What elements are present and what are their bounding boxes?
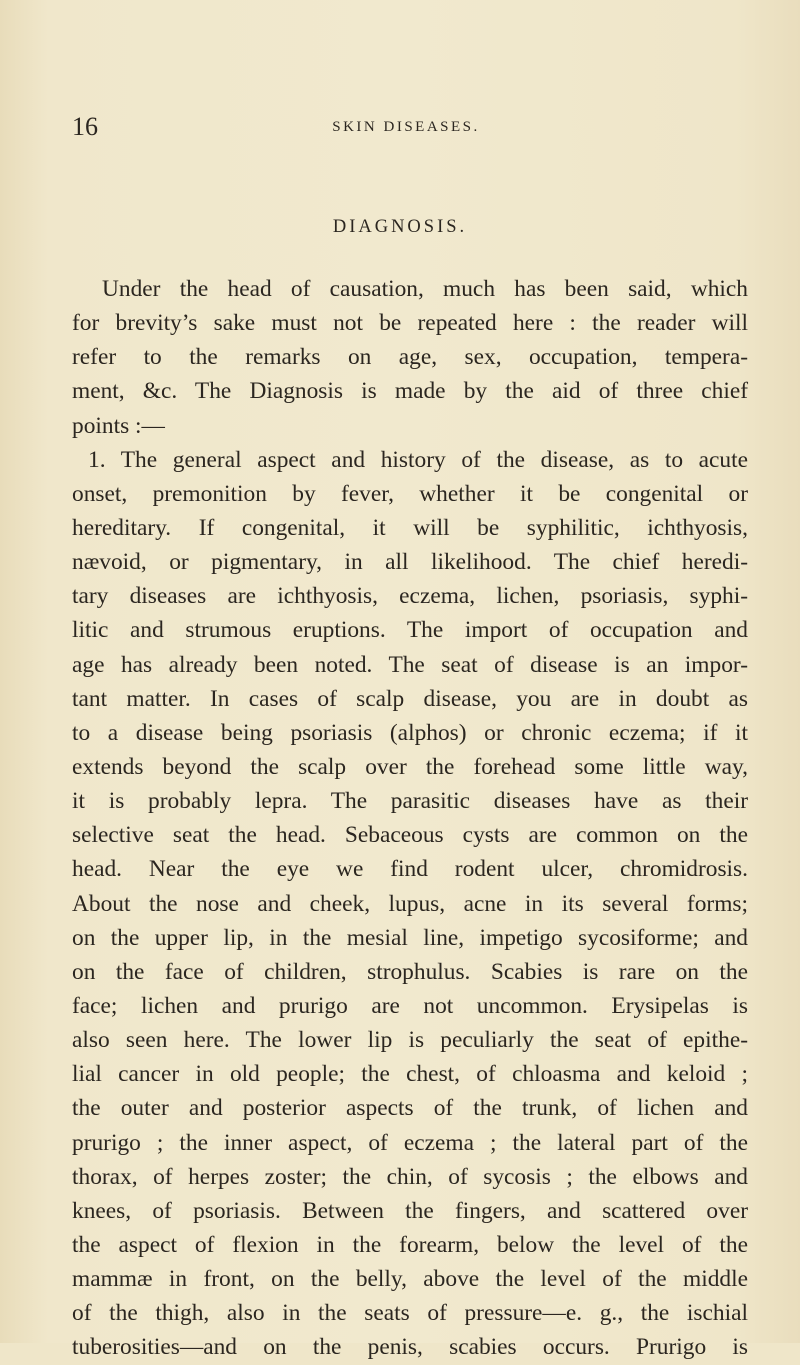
section-heading: DIAGNOSIS.	[332, 217, 468, 237]
text-line: to a disease being psoriasis (alphos) or chronic eczema; if it	[72, 719, 748, 746]
text-line: selective seat the head. Sebaceous cysts are common on the	[72, 822, 748, 849]
text-line: lial cancer in old people; the chest, of chloasma and keloid ;	[72, 1061, 748, 1088]
text-line: of the thigh, also in the seats of pressure—e. g., the ischial	[72, 1300, 748, 1327]
running-head	[72, 112, 740, 142]
text-line: nævoid, or pigmentary, in all likelihood. The chief heredi-	[72, 549, 748, 576]
text-line: the outer and posterior aspects of the trunk, of lichen and	[72, 1095, 748, 1122]
text-line: tary diseases are ichthyosis, eczema, lichen, psoriasis, syphi-	[72, 583, 748, 610]
text-line: litic and strumous eruptions. The import of occupation and	[72, 617, 748, 644]
text-line: prurigo ; the inner aspect, of eczema ; the lateral part of the	[72, 1129, 748, 1156]
text-line: the aspect of flexion in the forearm, below the level of the	[72, 1231, 748, 1258]
text-line: tuberosities—and on the penis, scabies occurs. Prurigo is	[72, 1334, 748, 1361]
text-line: refer to the remarks on age, sex, occupation, tempera-	[72, 344, 748, 371]
text-line: thorax, of herpes zoster; the chin, of sycosis ; the elbows and	[72, 1163, 748, 1190]
text-line: age has already been noted. The seat of disease is an impor-	[72, 651, 748, 678]
text-line: ment, &c. The Diagnosis is made by the aid of three chief	[72, 378, 748, 405]
text-line: on the upper lip, in the mesial line, impetigo sycosiforme; and	[72, 924, 748, 951]
text-line: also seen here. The lower lip is peculiarly the seat of epithe-	[72, 1027, 748, 1054]
text-line: mammæ in front, on the belly, above the level of the middle	[72, 1266, 748, 1293]
text-line: points :—	[72, 412, 165, 439]
text-line: About the nose and cheek, lupus, acne in its several forms;	[72, 890, 748, 917]
text-line: head. Near the eye we find rodent ulcer, chromidrosis.	[72, 856, 748, 883]
page-number: 16	[72, 112, 98, 141]
text-line: hereditary. If congenital, it will be syphilitic, ichthyosis,	[72, 514, 748, 541]
text-line: on the face of children, strophulus. Scabies is rare on the	[72, 958, 748, 985]
text-line: for brevity’s sake must not be repeated here : the reader will	[72, 310, 748, 337]
running-title: SKIN DISEASES.	[332, 119, 480, 135]
body-text	[72, 272, 748, 1365]
text-line: Under the head of causation, much has been said, which	[102, 276, 748, 302]
text-line: tant matter. In cases of scalp disease, you are in doubt as	[72, 685, 748, 712]
text-line: onset, premonition by fever, whether it be congenital or	[72, 480, 748, 507]
text-line: it is probably lepra. The parasitic diseases have as their	[72, 788, 748, 815]
text-line: knees, of psoriasis. Between the fingers, and scattered over	[72, 1197, 748, 1224]
text-line: face; lichen and prurigo are not uncommon. Erysipelas is	[72, 992, 748, 1019]
text-line: 1. The general aspect and history of the disease, as to acute	[88, 446, 748, 473]
text-line: extends beyond the scalp over the forehead some little way,	[72, 753, 748, 780]
